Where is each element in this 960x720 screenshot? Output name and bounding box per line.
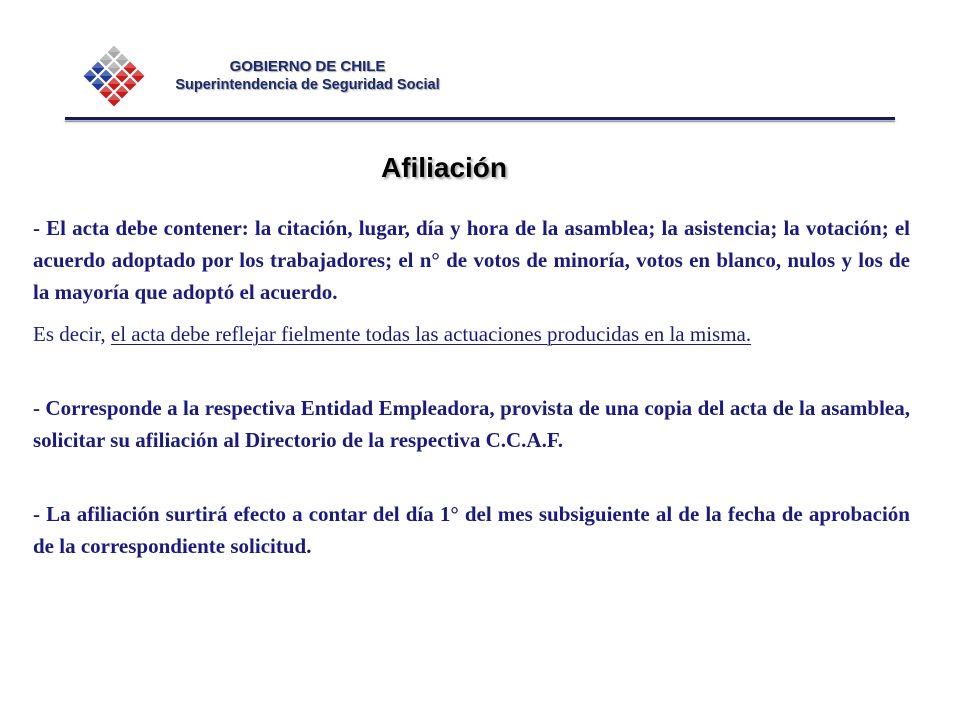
- page-title: Afiliación: [380, 152, 507, 183]
- header-divider-thin: [65, 121, 895, 122]
- paragraph-es-decir-prefix: Es decir,: [33, 322, 111, 346]
- org-subtitle: Superintendencia de Seguridad Social: [175, 77, 440, 93]
- paragraph-es-decir: [33, 318, 910, 350]
- logo-tile-highlight: [107, 45, 121, 52]
- paragraph-acta-contenido: - El acta debe contener: la citación, lugar, día y hora de la asamblea; la asistencia; la votación; el acuerdo adoptado por los trabajadores; el n° de votos de minoría, votos en blanco, nulos y los de la mayoría que adoptó el acuerdo.: [33, 216, 910, 304]
- body-content: [33, 212, 910, 562]
- paragraph-afiliacion-efecto: - La afiliación surtirá efecto a contar del día 1° del mes subsiguiente al de la fecha de aprobación de la correspondiente solicitud.: [33, 502, 910, 558]
- org-name: GOBIERNO DE CHILE: [229, 58, 386, 75]
- header-divider: [65, 117, 895, 120]
- gobierno-de-chile-logo-icon: [78, 40, 150, 112]
- header-organization: [165, 57, 450, 95]
- paragraph-es-decir-underlined: el acta debe reflejar fielmente todas las actuaciones producidas en la misma.: [110, 322, 752, 346]
- paragraph-entidad-empleadora: - Corresponde a la respectiva Entidad Empleadora, provista de una copia del acta de la asamblea, solicitar su afiliación al Directorio de la respectiva C.C.A.F.: [33, 396, 910, 452]
